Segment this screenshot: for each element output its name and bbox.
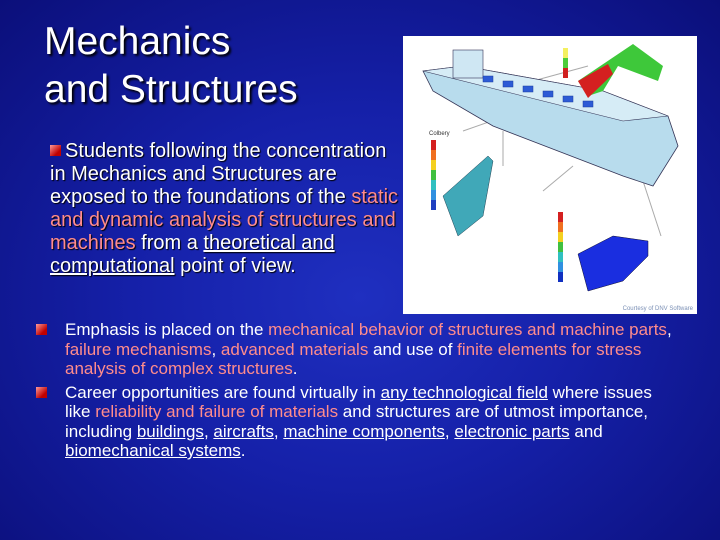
text: from a	[135, 232, 204, 254]
text: Career opportunities are found virtually in	[65, 382, 381, 402]
text: .	[240, 441, 246, 460]
text: and use of	[368, 339, 458, 359]
text: Emphasis is placed on the	[65, 320, 269, 339]
bullet-list	[36, 320, 676, 465]
highlight-text: finite elements for stress analysis of complex structures	[65, 339, 642, 378]
slide-title	[44, 18, 298, 114]
text: where issues like	[65, 382, 652, 421]
bullet-item	[36, 320, 676, 379]
text: ,	[203, 421, 214, 441]
underlined-text: theoretical and computational	[50, 232, 335, 277]
intro-paragraph	[50, 140, 402, 278]
highlight-text: failure mechanisms	[65, 339, 212, 359]
title-line-2: and Structures	[44, 68, 298, 111]
highlight-text: advanced materials	[220, 339, 369, 359]
ship-model-image	[403, 36, 697, 314]
highlight-text: static and dynamic analysis of structures and machines	[50, 186, 399, 254]
text: ,	[273, 421, 284, 441]
text: ,	[666, 320, 672, 339]
text: ,	[211, 339, 221, 359]
text: ,	[444, 421, 455, 441]
bullet-icon	[36, 387, 47, 398]
legend-title: Colbery	[429, 131, 450, 137]
ship-fem-figure	[403, 36, 697, 314]
underlined-text: biomechanical systems	[65, 441, 241, 460]
text: and structures are of utmost importance, including	[65, 402, 648, 441]
underlined-text: any technological field	[380, 382, 548, 402]
title-line-1: Mechanics	[44, 20, 231, 63]
bullet-icon	[50, 145, 61, 156]
highlight-text: reliability and failure of materials	[95, 402, 339, 421]
underlined-text: electronic parts	[454, 421, 570, 441]
underlined-text: buildings	[136, 421, 204, 441]
text: point of view.	[174, 255, 296, 277]
bullet-item	[36, 383, 676, 461]
text: Students following the concentration in Mechanics and Structures are exposed to the foundations of the	[50, 140, 387, 208]
highlight-text: mechanical behavior of structures and machine parts	[268, 320, 667, 339]
underlined-text: aircrafts	[213, 421, 274, 441]
text: .	[292, 359, 298, 378]
image-credit: Courtesy of DNV Software	[622, 306, 693, 312]
bullet-icon	[36, 324, 47, 335]
text: and	[569, 421, 603, 441]
underlined-text: machine components	[283, 421, 445, 441]
